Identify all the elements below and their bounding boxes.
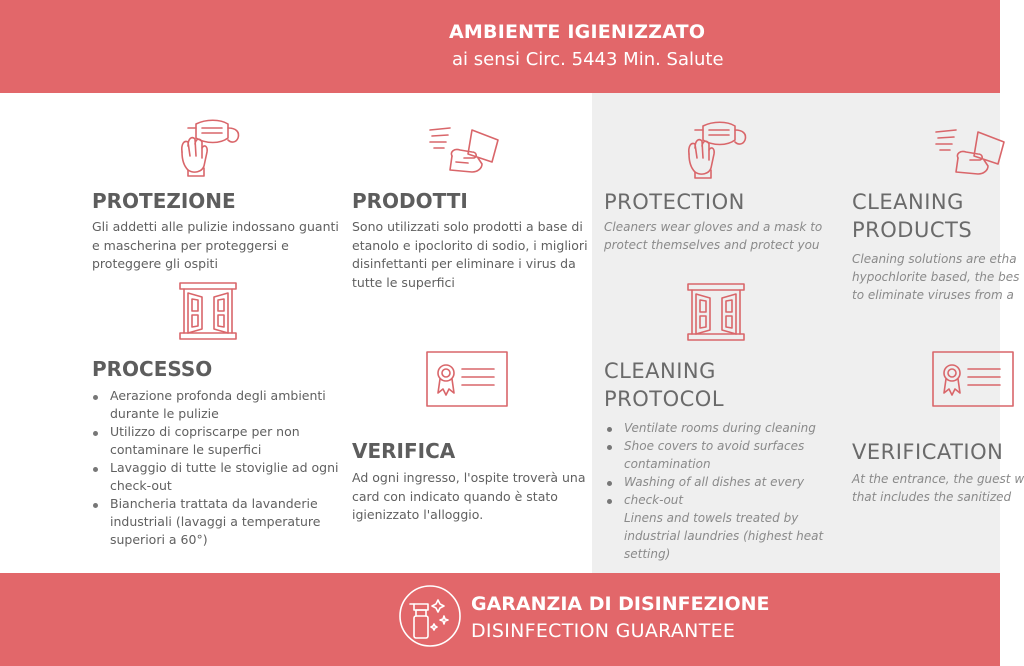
list-item: Washing of all dishes at every: [606, 473, 823, 491]
cleaning-cloth-icon: [428, 122, 504, 178]
list-item: Shoe covers to avoid surfaces: [606, 437, 823, 455]
protezione-text: Gli addetti alle pulizie indossano guanti e mascherina per proteggersi e proteggere gli ospiti: [92, 219, 339, 271]
window-icon: [178, 281, 238, 343]
certificate-card-icon: [426, 351, 508, 407]
verifica-heading: VERIFICA: [352, 439, 456, 463]
list-item: Linens and towels treated by: [624, 511, 799, 525]
list-item: Lavaggio di tutte le stoviglie ad ogni check-out: [92, 459, 338, 495]
list-item: industrial laundries (highest heat: [624, 529, 824, 543]
prodotti-heading: PRODOTTI: [352, 189, 468, 213]
guarantee-title: GARANZIA DI DISINFEZIONE: [471, 593, 770, 615]
protection-heading: PROTECTION: [604, 190, 745, 214]
page-title: AMBIENTE IGIENIZZATO: [449, 21, 706, 43]
spray-bottle-icon: [398, 584, 462, 648]
list-item: Aerazione profonda degli ambienti durante le pulizie: [92, 387, 338, 423]
header-banner: [0, 0, 1000, 93]
list-item: Ventilate rooms during cleaning: [606, 419, 823, 437]
page-subtitle: ai sensi Circ. 5443 Min. Salute: [452, 49, 724, 70]
processo-list: [92, 387, 338, 549]
cleaning-cloth-icon: [934, 124, 1000, 180]
cleaning-protocol-list: [606, 419, 823, 563]
window-icon: [686, 282, 746, 344]
verification-heading: VERIFICATION: [852, 440, 1004, 464]
footer-banner: [0, 573, 1000, 666]
verification-text: At the entrance, the guest w that includes the sanitized: [852, 472, 1024, 504]
list-item: Biancheria trattata da lavanderie industriali (lavaggi a temperature superiori a 60°): [92, 495, 338, 549]
prodotti-text: Sono utilizzati solo prodotti a base di etanolo e ipoclorito di sodio, i migliori disinfettanti per eliminare i virus da tutte le superfici: [352, 219, 588, 290]
cleaning-protocol-heading: CLEANING PROTOCOL: [604, 359, 725, 411]
cleaning-products-heading: CLEANING PRODUCTS: [852, 190, 973, 242]
protezione-heading: PROTEZIONE: [92, 189, 236, 213]
guarantee-subtitle: DISINFECTION GUARANTEE: [471, 620, 736, 642]
list-item: Utilizzo di copriscarpe per non contaminare le superfici: [92, 423, 338, 459]
gloves-mask-icon: [176, 116, 244, 178]
certificate-card-icon: [932, 351, 1000, 407]
gloves-mask-icon: [683, 118, 751, 180]
protection-text: Cleaners wear gloves and a mask to protect themselves and protect you: [604, 220, 823, 252]
list-item: check-out: [606, 491, 823, 509]
list-item: contamination: [624, 457, 711, 471]
processo-heading: PROCESSO: [92, 357, 213, 381]
verifica-text: Ad ogni ingresso, l'ospite troverà una card con indicato quando è stato igienizzato l'alloggio.: [352, 470, 586, 522]
list-item: setting): [624, 547, 671, 561]
cleaning-products-text: Cleaning solutions are etha hypochlorite based, the bes to eliminate viruses from a: [852, 252, 1020, 302]
